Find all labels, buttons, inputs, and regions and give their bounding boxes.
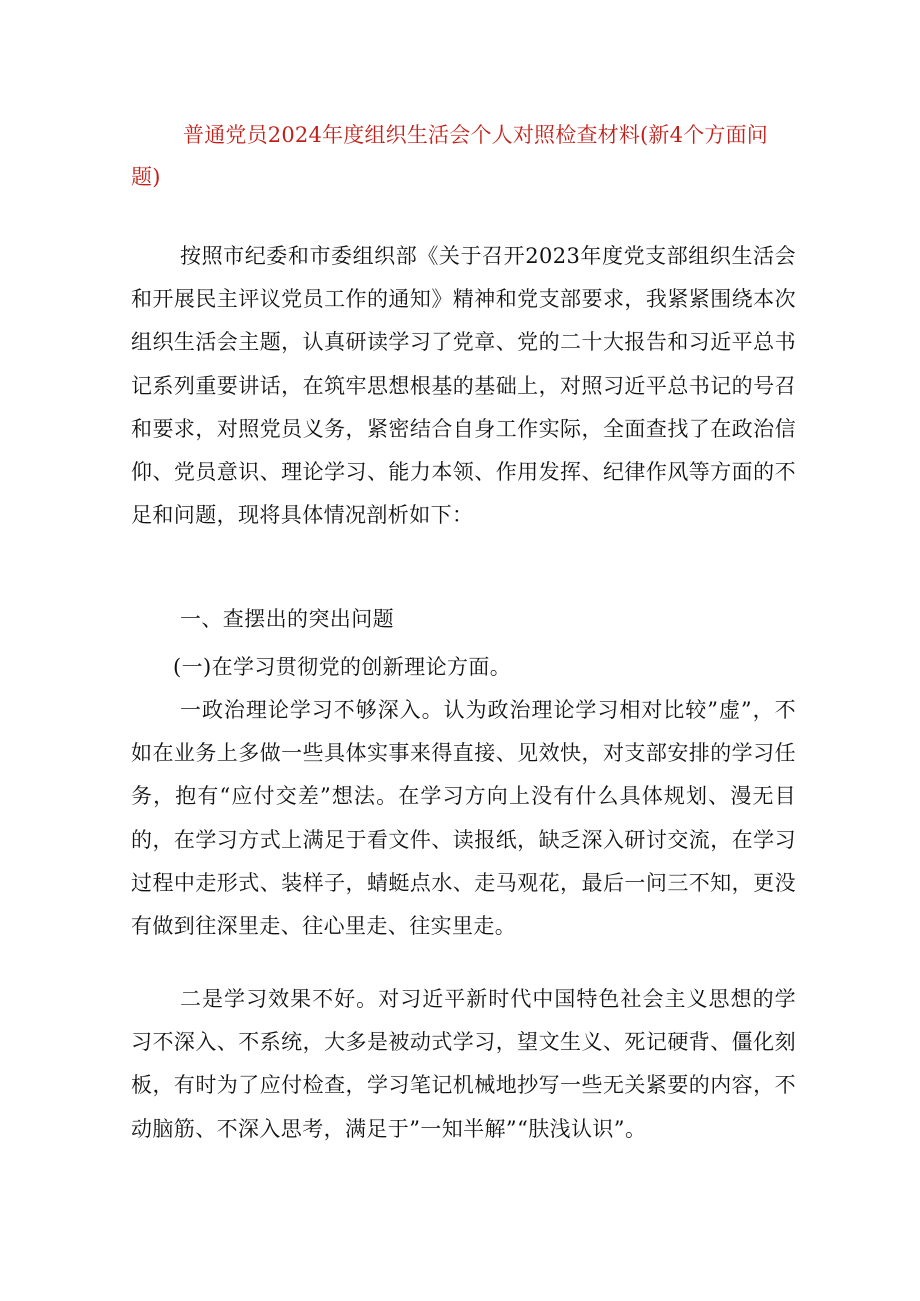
intro-paragraph: 按照市纪委和市委组织部《关于召开2023年度党支部组织生活会和开展民主评议党员工作的通知》精神和党支部要求，我紧紧围绕本次组织生活会主题，认真研读学习了党章、党的二十大报告和习近平总书记系列重要讲话，在筑牢思想根基的基础上，对照习近平总书记的号召和要求，对照党员义务，紧密结合自身工作实际，全面查找了在政治信仰、党员意识、理论学习、能力本领、作用发挥、纪律作风等方面的不足和问题，现将具体情况剖析如下： bbox=[131, 244, 796, 528]
point-paragraph-2: 二是学习效果不好。对习近平新时代中国特色社会主义思想的学习不深入、不系统，大多是被动式学习，望文生义、死记硬背、僵化刻板，有时为了应付检查，学习笔记机械地抄写一些无关紧要的内容，不动脑筋、不深入思考，满足于”一知半解”“肤浅认识”。 bbox=[131, 987, 796, 1141]
section-heading: 一、查摆出的突出问题 bbox=[180, 607, 394, 631]
document-title: 普通党员2024年度组织生活会个人对照检查材料(新4个方面问题) bbox=[131, 123, 768, 189]
point-paragraph-1: 一政治理论学习不够深入。认为政治理论学习相对比较”虚”，不如在业务上多做一些具体实事来得直接、见效快，对支部安排的学习任务，抱有“应付交差”想法。在学习方向上没有什么具体规划、漫无目的，在学习方式上满足于看文件、读报纸，缺乏深入研讨交流，在学习过程中走形式、装样子，蜻蜓点水、走马观花，最后一问三不知，更没有做到往深里走、往心里走、往实里走。 bbox=[131, 698, 796, 939]
subsection-heading: (一)在学习贯彻党的创新理论方面。 bbox=[173, 655, 512, 679]
